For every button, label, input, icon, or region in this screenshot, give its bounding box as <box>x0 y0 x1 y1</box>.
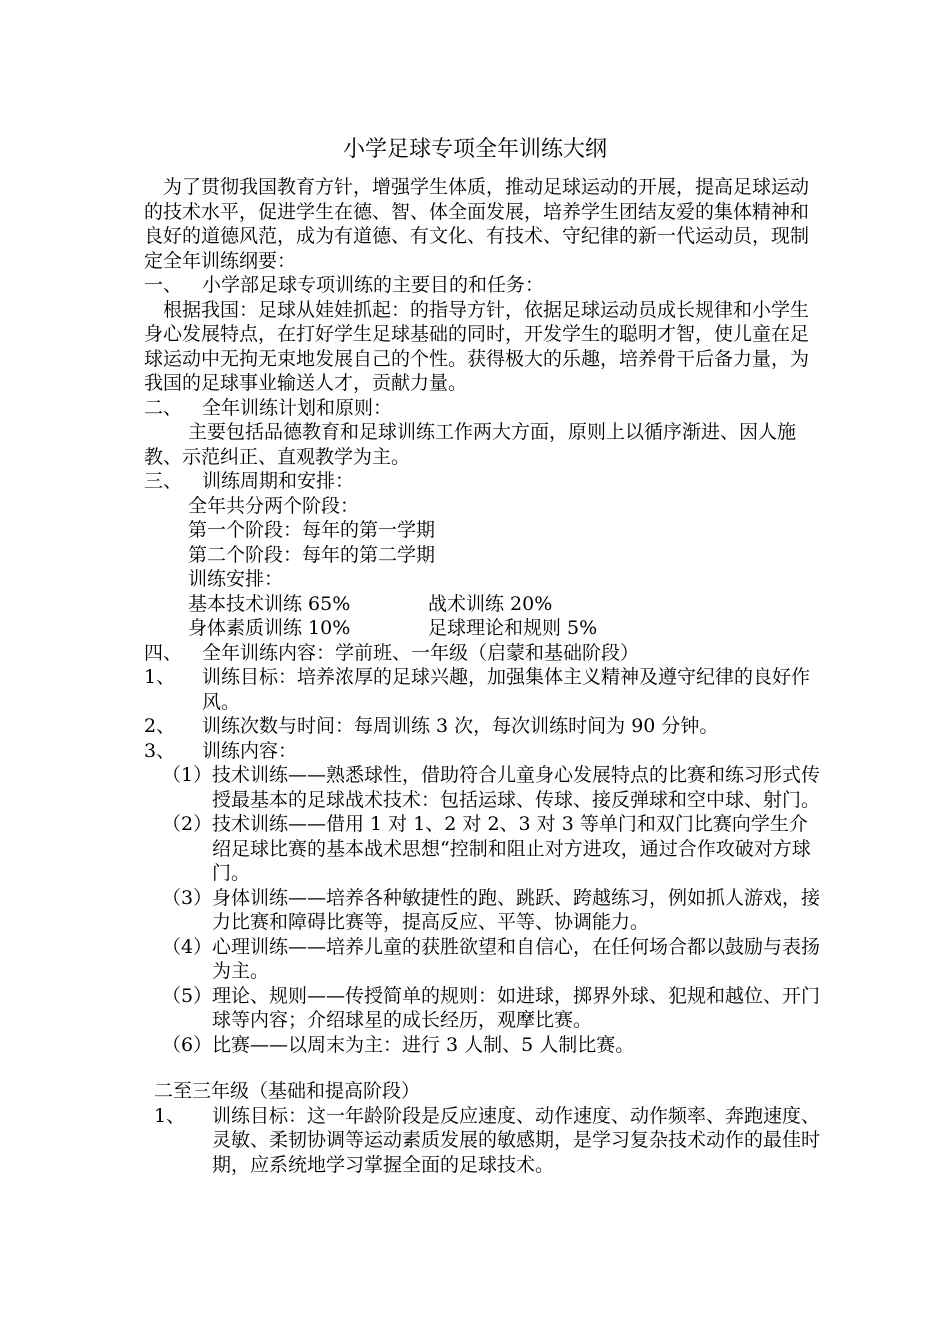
allocation-row <box>144 616 824 641</box>
content-text: 技术训练——熟悉球性，借助符合儿童身心发展特点的比赛和练习形式传授最基本的足球战术技术：包括运球、传球、接反弹球和空中球、射门。 <box>212 764 821 811</box>
content-item <box>144 935 824 984</box>
allocation-item: 基本技术训练 65% <box>188 592 351 615</box>
section-title: 全年训练计划和原则： <box>202 396 393 419</box>
content-text: 比赛——以周末为主：进行 3 人制、5 人制比赛。 <box>212 1033 635 1056</box>
item-text: 训练目标：培养浓厚的足球兴趣，加强集体主义精神及遵守纪律的良好作风。 <box>202 666 811 713</box>
section-1-heading <box>144 273 824 298</box>
content-number: （4） <box>162 935 213 958</box>
content-item <box>144 763 824 812</box>
content-text: 心理训练——培养儿童的获胜欲望和自信心，在任何场合都以鼓励与表扬为主。 <box>212 935 821 982</box>
spacer <box>144 1057 824 1079</box>
section-3-line: 第二个阶段：每年的第二学期 <box>188 543 436 566</box>
item-number: 2、 <box>144 715 176 737</box>
section-title: 小学部足球专项训练的主要目的和任务： <box>202 274 545 296</box>
content-number: （2） <box>162 813 213 835</box>
document-title: 小学足球专项全年训练大纲 <box>342 137 607 162</box>
item-number: 1、 <box>144 666 176 688</box>
content-text: 身体训练——培养各种敏捷性的跑、跳跃、跨越练习，例如抓人游戏，接力比赛和障碍比赛等，提高反应、平等、协调能力。 <box>212 886 821 933</box>
section-number: 四、 <box>144 641 183 664</box>
section-title: 全年训练内容：学前班、一年级（启蒙和基础阶段） <box>202 641 640 664</box>
item-text: 训练内容： <box>202 739 298 762</box>
section-3-heading <box>144 469 824 494</box>
grade-2-3-heading: 二至三年级（基础和提高阶段） <box>154 1080 421 1102</box>
content-number: （1） <box>162 764 213 786</box>
section-3-line: 训练安排： <box>188 568 284 590</box>
section-1-paragraph: 根据我国：足球从娃娃抓起：的指导方针，依据足球运动员成长规律和小学生身心发展特点，在打好学生足球基础的同时，开发学生的聪明才智，使儿童在足球运动中无拘无束地发展自己的个性。获得极大的乐趣，培养骨干后备力量，为我国的足球事业输送人才，贡献力量。 <box>144 298 810 394</box>
section-4-heading <box>144 641 824 666</box>
item-number: 1、 <box>154 1104 186 1127</box>
allocation-item: 足球理论和规则 5% <box>428 617 598 639</box>
content-number: （3） <box>162 886 213 909</box>
content-item <box>144 1033 824 1058</box>
content-item <box>144 812 824 886</box>
item-number: 3、 <box>144 739 176 762</box>
item-text: 训练目标：这一年龄阶段是反应速度、动作速度、动作频率、奔跑速度、灵敏、柔韧协调等运动素质发展的敏感期，是学习复杂技术动作的最佳时期，应系统地学习掌握全面的足球技术。 <box>212 1104 821 1176</box>
content-item <box>144 886 824 935</box>
list-item <box>144 1104 824 1178</box>
section-2-heading <box>144 396 824 421</box>
intro-paragraph: 为了贯彻我国教育方针，增强学生体质，推动足球运动的开展，提高足球运动的技术水平，促进学生在德、智、体全面发展，培养学生团结友爱的集体精神和良好的道德风范，成为有道德、有文化、有技术、守纪律的新一代运动员，现制定全年训练纲要： <box>144 176 810 272</box>
content-number: （6） <box>162 1033 213 1056</box>
allocation-row <box>144 592 824 617</box>
content-number: （5） <box>162 984 213 1007</box>
section-number: 二、 <box>144 396 183 419</box>
item-text: 训练次数与时间：每周训练 3 次，每次训练时间为 90 分钟。 <box>202 715 719 737</box>
list-item <box>144 714 824 739</box>
document-body <box>144 175 824 1177</box>
list-item <box>144 739 824 764</box>
allocation-item: 战术训练 20% <box>428 592 553 615</box>
section-2-paragraph: 主要包括品德教育和足球训练工作两大方面，原则上以循序渐进、因人施教、示范纠正、直观教学为主。 <box>144 421 797 468</box>
section-number: 一、 <box>144 274 183 296</box>
content-text: 理论、规则——传授简单的规则：如进球，掷界外球、犯规和越位、开门球等内容；介绍球星的成长经历，观摩比赛。 <box>212 984 821 1031</box>
section-number: 三、 <box>144 470 183 492</box>
allocation-item: 身体素质训练 10% <box>188 617 351 639</box>
section-3-line: 全年共分两个阶段： <box>188 494 360 517</box>
content-item <box>144 984 824 1033</box>
section-3-line: 第一个阶段：每年的第一学期 <box>188 519 436 541</box>
list-item <box>144 665 824 714</box>
content-text: 技术训练——借用 1 对 1、2 对 2、3 对 3 等单门和双门比赛向学生介绍足球比赛的基本战术思想“控制和阻止对方进攻，通过合作攻破对方球门。 <box>212 813 811 884</box>
section-title: 训练周期和安排： <box>202 470 355 492</box>
